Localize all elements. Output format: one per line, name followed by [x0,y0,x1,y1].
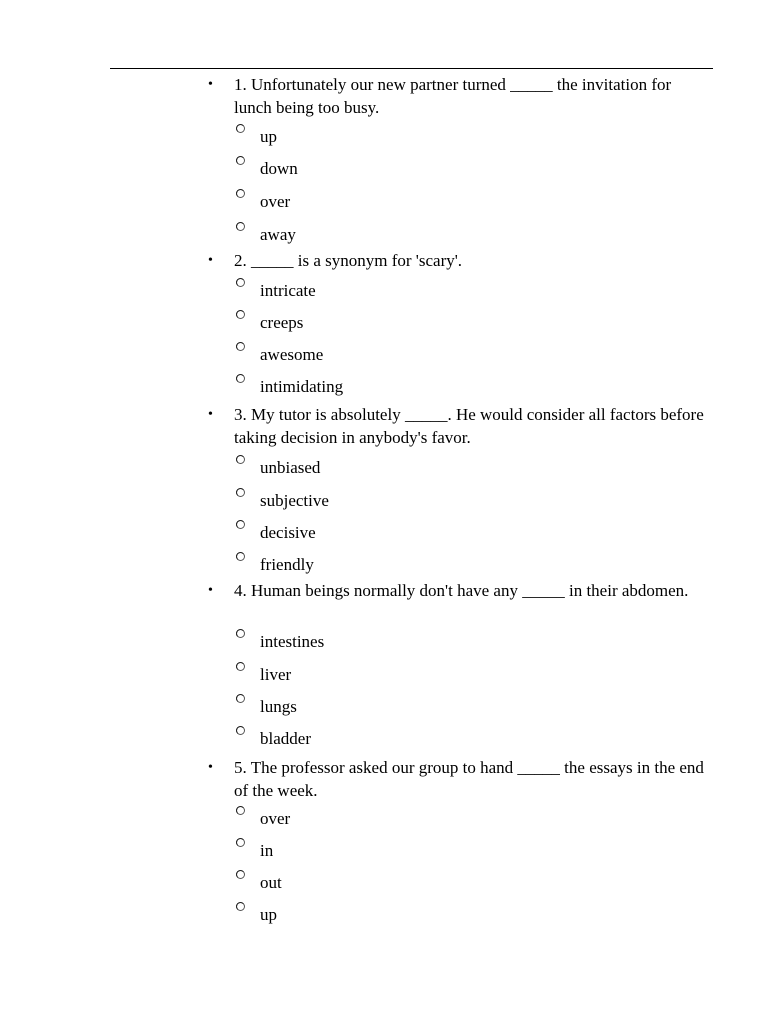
option-label: intestines [260,632,325,651]
answer-option[interactable] [236,374,536,398]
question-1 [208,73,708,253]
option-label: away [260,225,296,244]
answer-option[interactable] [236,662,536,686]
answer-option[interactable] [236,806,536,830]
top-divider [110,68,713,69]
option-label: out [260,873,282,892]
option-label: intricate [260,281,316,300]
answer-option[interactable] [236,342,536,366]
radio-button-icon[interactable] [236,222,245,231]
option-label: decisive [260,523,316,542]
radio-button-icon[interactable] [236,189,245,198]
answer-option[interactable] [236,310,536,334]
radio-button-icon[interactable] [236,488,245,497]
radio-button-icon[interactable] [236,278,245,287]
answer-option[interactable] [236,222,536,246]
radio-button-icon[interactable] [236,156,245,165]
answer-option[interactable] [236,156,536,180]
answer-option[interactable] [236,694,536,718]
option-label: up [260,127,277,146]
option-label: up [260,905,277,924]
question-text: 3. My tutor is absolutely _____. He would consider all factors before taking decision in anybody's favor. [234,405,704,447]
option-label: down [260,159,298,178]
radio-button-icon[interactable] [236,342,245,351]
radio-button-icon[interactable] [236,870,245,879]
question-3 [208,403,708,578]
radio-button-icon[interactable] [236,124,245,133]
question-4 [208,579,708,754]
answer-option[interactable] [236,124,536,148]
option-label: awesome [260,345,324,364]
radio-button-icon[interactable] [236,310,245,319]
list-bullet: • [208,583,213,598]
option-label: over [260,809,291,828]
answer-option[interactable] [236,726,536,750]
answer-option[interactable] [236,488,536,512]
list-bullet: • [208,253,213,268]
answer-option[interactable] [236,455,536,479]
option-label: liver [260,665,292,684]
radio-button-icon[interactable] [236,455,245,464]
radio-button-icon[interactable] [236,662,245,671]
answer-option[interactable] [236,552,536,576]
option-label: subjective [260,491,329,510]
radio-button-icon[interactable] [236,374,245,383]
question-text: 1. Unfortunately our new partner turned _____ the invitation for lunch being too busy. [234,75,672,117]
question-text: 5. The professor asked our group to hand _____ the essays in the end of the week. [234,758,704,800]
answer-option[interactable] [236,870,536,894]
question-text: 4. Human beings normally don't have any _____ in their abdomen. [234,581,689,600]
radio-button-icon[interactable] [236,838,245,847]
radio-button-icon[interactable] [236,806,245,815]
question-5 [208,756,708,931]
option-label: bladder [260,729,311,748]
list-bullet: • [208,760,213,775]
radio-button-icon[interactable] [236,726,245,735]
option-label: in [260,841,274,860]
answer-option[interactable] [236,629,536,653]
answer-option[interactable] [236,189,536,213]
answer-option[interactable] [236,520,536,544]
radio-button-icon[interactable] [236,552,245,561]
question-2 [208,249,708,404]
radio-button-icon[interactable] [236,520,245,529]
radio-button-icon[interactable] [236,629,245,638]
answer-option[interactable] [236,838,536,862]
option-label: friendly [260,555,314,574]
option-label: creeps [260,313,304,332]
answer-option[interactable] [236,902,536,926]
option-label: lungs [260,697,297,716]
list-bullet: • [208,407,213,422]
list-bullet: • [208,77,213,92]
answer-option[interactable] [236,278,536,302]
radio-button-icon[interactable] [236,694,245,703]
option-label: over [260,192,291,211]
question-text: 2. _____ is a synonym for 'scary'. [234,251,463,270]
radio-button-icon[interactable] [236,902,245,911]
option-label: intimidating [260,377,344,396]
option-label: unbiased [260,458,321,477]
